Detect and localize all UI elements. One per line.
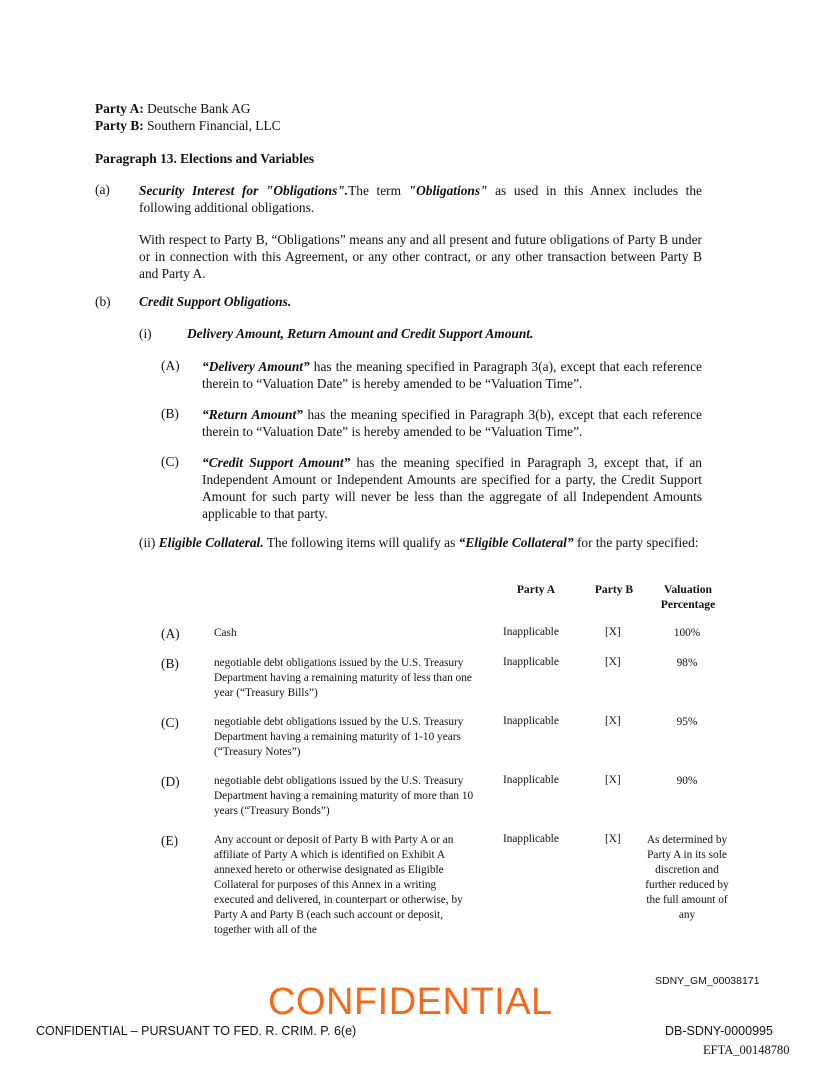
row-description: Any account or deposit of Party B with Party A or an affiliate of Party A which is identified on Exhibit A annexed hereto or otherwise designated as Eligible Collateral for purposes of this Annex in a writing executed and delivered, in counterpart or otherwise, by Party A and Party B (each such account or deposit, together with all of the xyxy=(214,834,463,936)
subsection-i-title: Delivery Amount, Return Amount and Credit Support Amount. xyxy=(187,326,534,341)
clause-a-label: (A) xyxy=(161,358,180,373)
subsection-i-label: (i) xyxy=(139,326,152,341)
row-party-b: [X] xyxy=(605,774,621,786)
table-row xyxy=(0,656,816,706)
column-header-party-a: Party A xyxy=(516,583,556,596)
db-bates-number: DB-SDNY-0000995 xyxy=(665,1024,773,1038)
section-b-title: Credit Support Obligations. xyxy=(139,294,292,309)
party-a-label: Party A: xyxy=(95,101,144,116)
row-valuation: As determined by Party A in its sole discretion and further reduced by the full amount of any xyxy=(645,834,729,921)
clause-a-body: has the meaning specified in Paragraph 3(a), except that each reference therein to “Valuation Date” is hereby amended to be “Valuation Time”. xyxy=(202,359,702,391)
row-valuation: 95% xyxy=(676,716,698,728)
confidential-notice: CONFIDENTIAL – PURSUANT TO FED. R. CRIM. P. 6(e) xyxy=(36,1024,357,1038)
row-party-b: [X] xyxy=(605,656,621,668)
clause-c-term: “Credit Support Amount” xyxy=(202,455,351,470)
section-a-label: (a) xyxy=(95,182,110,197)
table-row xyxy=(0,833,816,943)
row-party-b: [X] xyxy=(605,626,621,638)
row-valuation: 98% xyxy=(676,657,698,669)
confidential-stamp: CONFIDENTIAL xyxy=(268,981,553,1023)
section-a-term: "Obligations" xyxy=(408,183,488,198)
column-header-valuation-line1: Valuation xyxy=(664,583,712,596)
table-row xyxy=(0,626,816,646)
subsection-ii-text2: for the party specified: xyxy=(573,535,699,550)
row-party-a: Inapplicable xyxy=(503,833,559,845)
row-party-a: Inapplicable xyxy=(503,626,559,638)
table-row xyxy=(0,715,816,765)
row-party-a: Inapplicable xyxy=(503,656,559,668)
party-a-line xyxy=(95,101,250,117)
clause-c-body: has the meaning specified in Paragraph 3, except that, if an Independent Amount or Independent Amounts are specified for a party, the Credit Support Amount for such party will never be less than the aggregate of all Independent Amounts applicable to that party. xyxy=(202,455,702,521)
row-label: (E) xyxy=(161,833,179,848)
column-header-valuation xyxy=(648,582,728,612)
subsection-ii-term: “Eligible Collateral” xyxy=(458,535,574,550)
clause-a-text xyxy=(202,358,702,392)
row-description: negotiable debt obligations issued by the U.S. Treasury Department having a remaining maturity of less than one year (“Treasury Bills”) xyxy=(214,657,472,699)
section-b-label: (b) xyxy=(95,294,111,309)
bates-number-top: SDNY_GM_00038171 xyxy=(655,975,760,987)
clause-b-body: has the meaning specified in Paragraph 3(b), except that each reference therein to “Valuation Date” is hereby amended to be “Valuation Time”. xyxy=(202,407,702,439)
column-header-party-b: Party B xyxy=(594,583,634,596)
row-description: negotiable debt obligations issued by the U.S. Treasury Department having a remaining maturity of 1-10 years (“Treasury Notes”) xyxy=(214,716,464,758)
row-description: Cash xyxy=(214,627,237,639)
clause-a-term: “Delivery Amount” xyxy=(202,359,310,374)
row-label: (A) xyxy=(161,626,180,641)
paragraph-heading: Paragraph 13. Elections and Variables xyxy=(95,151,315,166)
section-a-text1: The term xyxy=(348,183,409,198)
subsection-ii-text xyxy=(139,534,702,551)
row-party-b: [X] xyxy=(605,715,621,727)
row-valuation: 90% xyxy=(676,775,698,787)
row-description: negotiable debt obligations issued by the U.S. Treasury Department having a remaining maturity of more than 10 years (“Treasury Bonds”) xyxy=(214,775,474,817)
section-a-para1 xyxy=(139,182,702,216)
row-party-a: Inapplicable xyxy=(503,715,559,727)
party-a-name: Deutsche Bank AG xyxy=(147,101,251,116)
row-party-b: [X] xyxy=(605,833,621,845)
section-a-para2: With respect to Party B, “Obligations” means any and all present and future obligations of Party B under or in connection with this Agreement, or any other contract, or any other transaction between Party B and Party A. xyxy=(139,232,702,281)
row-label: (D) xyxy=(161,774,180,789)
party-b-name: Southern Financial, LLC xyxy=(147,118,281,133)
row-label: (B) xyxy=(161,656,179,671)
column-header-valuation-line2: Percentage xyxy=(660,598,716,611)
clause-c-label: (C) xyxy=(161,454,179,469)
section-a-title: Security Interest for "Obligations". xyxy=(139,183,349,198)
subsection-ii-text1: The following items will qualify as xyxy=(263,535,459,550)
clause-b-label: (B) xyxy=(161,406,179,421)
party-b-line xyxy=(95,118,281,134)
section-a-text2: as used in this Annex includes the following additional obligations. xyxy=(139,183,702,215)
efta-number: EFTA_00148780 xyxy=(703,1043,790,1057)
party-b-label: Party B: xyxy=(95,118,144,133)
subsection-ii-title: Eligible Collateral. xyxy=(158,535,264,550)
clause-c-text xyxy=(202,454,702,522)
row-label: (C) xyxy=(161,715,179,730)
table-row xyxy=(0,774,816,824)
row-party-a: Inapplicable xyxy=(503,774,559,786)
clause-b-term: “Return Amount” xyxy=(202,407,303,422)
row-valuation: 100% xyxy=(673,627,701,639)
subsection-ii-label: (ii) xyxy=(139,535,156,550)
clause-b-text xyxy=(202,406,702,440)
